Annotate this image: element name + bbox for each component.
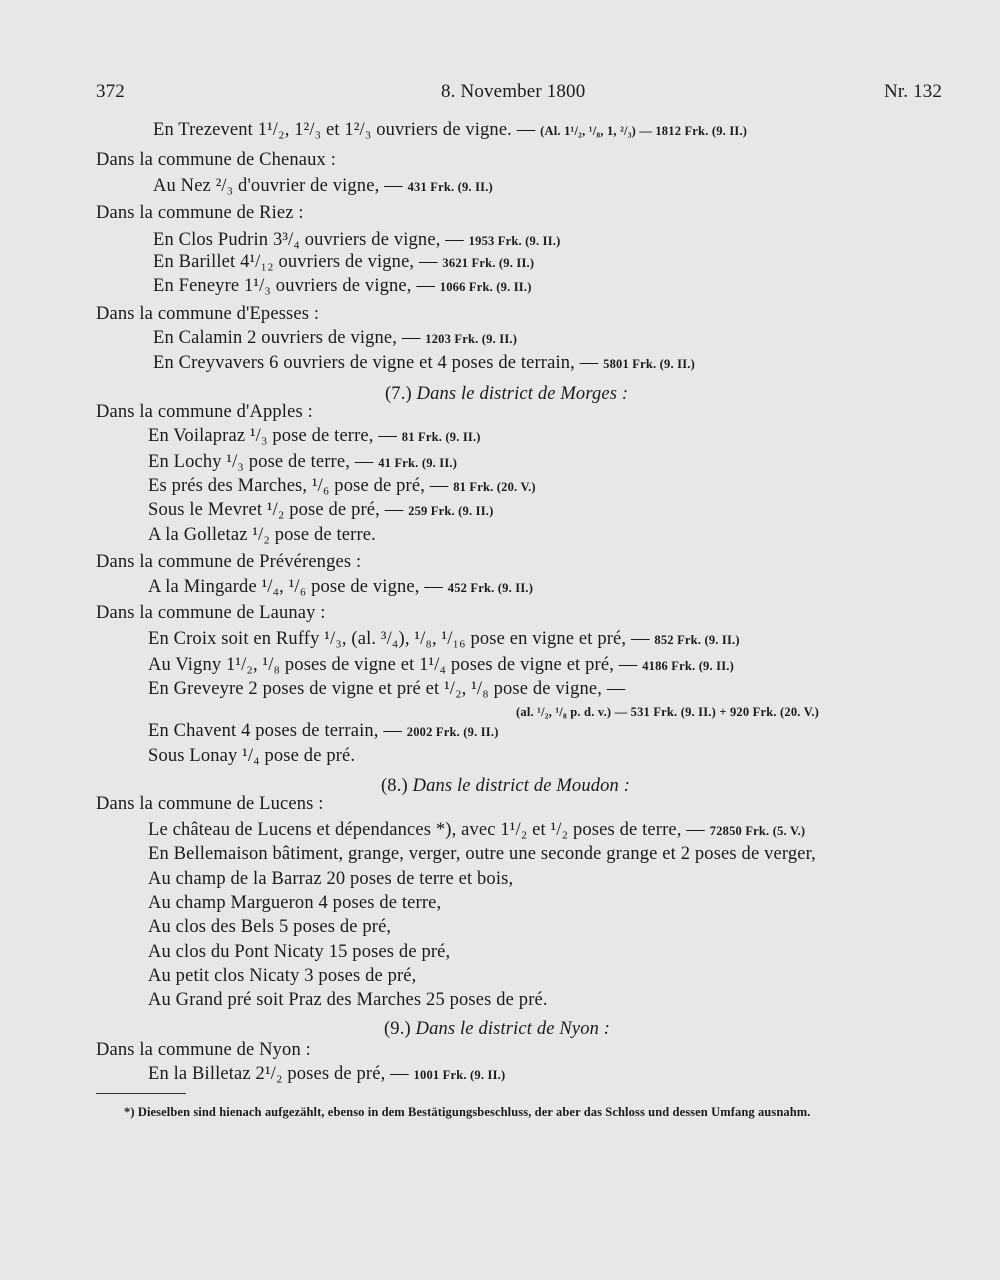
entry-greveyre: En Greveyre 2 poses de vigne et pré et ¹/₂, ¹/₈ pose de vigne, — — [148, 679, 626, 699]
entry-greveyre-note: (al. ¹/₂, ¹/₈ p. d. v.) — 531 Frk. (9. II.) + 920 Frk. (20. V.) — [516, 705, 820, 719]
entry-mevret: Sous le Mevret ¹/₂ pose de pré, — 259 Frk. (9. II.) — [148, 500, 494, 520]
commune-heading-preverenges: Dans la commune de Prévérenges : — [96, 552, 362, 572]
entry-calamin: En Calamin 2 ouvriers de vigne, — 1203 Frk. (9. II.) — [153, 328, 518, 348]
entry-pres-des-marches: Es prés des Marches, ¹/₆ pose de pré, — 81 Frk. (20. V.) — [148, 476, 536, 496]
entry-clos-pudrin: En Clos Pudrin 3³/₄ ouvriers de vigne, — 1953 Frk. (9. II.) — [153, 230, 561, 250]
entry-creyvavers: En Creyvavers 6 ouvriers de vigne et 4 poses de terrain, — 5801 Frk. (9. II.) — [153, 353, 695, 373]
commune-heading-lucens: Dans la commune de Lucens : — [96, 794, 324, 814]
entry-lonay: Sous Lonay ¹/₄ pose de pré. — [148, 746, 356, 766]
entry-vigny: Au Vigny 1¹/₂, ¹/₈ poses de vigne et 1¹/₄ poses de vigne et pré, — 4186 Frk. (9. II.) — [148, 655, 734, 675]
entry-bellemaison: En Bellemaison bâtiment, grange, verger, outre une seconde grange et 2 poses de verger, — [148, 844, 816, 864]
district-heading-moudon: (8.) Dans le district de Moudon : — [381, 776, 631, 796]
entry-petit-clos-nicaty: Au petit clos Nicaty 3 poses de pré, — [148, 966, 417, 986]
commune-heading-nyon: Dans la commune de Nyon : — [96, 1040, 311, 1060]
district-heading-morges: (7.) Dans le district de Morges : — [385, 384, 629, 404]
commune-heading-launay: Dans la commune de Launay : — [96, 603, 326, 623]
entry-champ-margueron: Au champ Margueron 4 poses de terre, — [148, 893, 442, 913]
entry-pont-nicaty: Au clos du Pont Nicaty 15 poses de pré, — [148, 942, 451, 962]
district-heading-nyon: (9.) Dans le district de Nyon : — [384, 1019, 611, 1039]
commune-heading-epesses: Dans la commune d'Epesses : — [96, 304, 320, 324]
header-date: 8. November 1800 — [441, 81, 586, 102]
entry-lochy: En Lochy ¹/₃ pose de terre, — 41 Frk. (9. II.) — [148, 452, 458, 472]
document-number: Nr. 132 — [884, 81, 943, 102]
commune-heading-chenaux: Dans la commune de Chenaux : — [96, 150, 337, 170]
footnote-rule — [96, 1093, 186, 1094]
entry-mingarde: A la Mingarde ¹/₄, ¹/₆ pose de vigne, — 452 Frk. (9. II.) — [148, 577, 534, 597]
entry-chateau-lucens: Le château de Lucens et dépendances *), avec 1¹/₂ et ¹/₂ poses de terre, — 72850 Frk. (5. V.) — [148, 820, 806, 840]
page-number: 372 — [96, 81, 125, 102]
entry-grand-pre: Au Grand pré soit Praz des Marches 25 poses de pré. — [148, 990, 548, 1010]
footnote: *) Dieselben sind hienach aufgezählt, ebenso in dem Bestätigungsbeschluss, der aber das Schloss und dessen Umfang ausnahm. — [124, 1105, 811, 1119]
entry-chavent: En Chavent 4 poses de terrain, — 2002 Frk. (9. II.) — [148, 721, 499, 741]
entry-feneyre: En Feneyre 1¹/₃ ouvriers de vigne, — 1066 Frk. (9. II.) — [153, 276, 532, 296]
entry-champ-barraz: Au champ de la Barraz 20 poses de terre et bois, — [148, 869, 514, 889]
entry-clos-bels: Au clos des Bels 5 poses de pré, — [148, 917, 392, 937]
entry-voilapraz: En Voilapraz ¹/₃ pose de terre, — 81 Frk. (9. II.) — [148, 426, 481, 446]
commune-heading-apples: Dans la commune d'Apples : — [96, 402, 313, 422]
entry-barillet: En Barillet 4¹/₁₂ ouvriers de vigne, — 3621 Frk. (9. II.) — [153, 252, 535, 272]
entry-golletaz: A la Golletaz ¹/₂ pose de terre. — [148, 525, 376, 545]
entry-billetaz: En la Billetaz 2¹/₂ poses de pré, — 1001 Frk. (9. II.) — [148, 1064, 506, 1084]
commune-heading-riez: Dans la commune de Riez : — [96, 203, 304, 223]
entry-au-nez: Au Nez ²/₃ d'ouvrier de vigne, — 431 Frk. (9. II.) — [153, 176, 493, 196]
entry-trezevent: En Trezevent 1¹/₂, 1²/₃ et 1²/₃ ouvriers de vigne. — (Al. 1¹/₂, ¹/₈, 1, ²/₃) — 1812 Frk. (9. II.) — [153, 120, 748, 140]
entry-croix-ruffy: En Croix soit en Ruffy ¹/₃, (al. ³/₄), ¹/₈, ¹/₁₆ pose en vigne et pré, — 852 Frk. (9. II.) — [148, 629, 740, 649]
